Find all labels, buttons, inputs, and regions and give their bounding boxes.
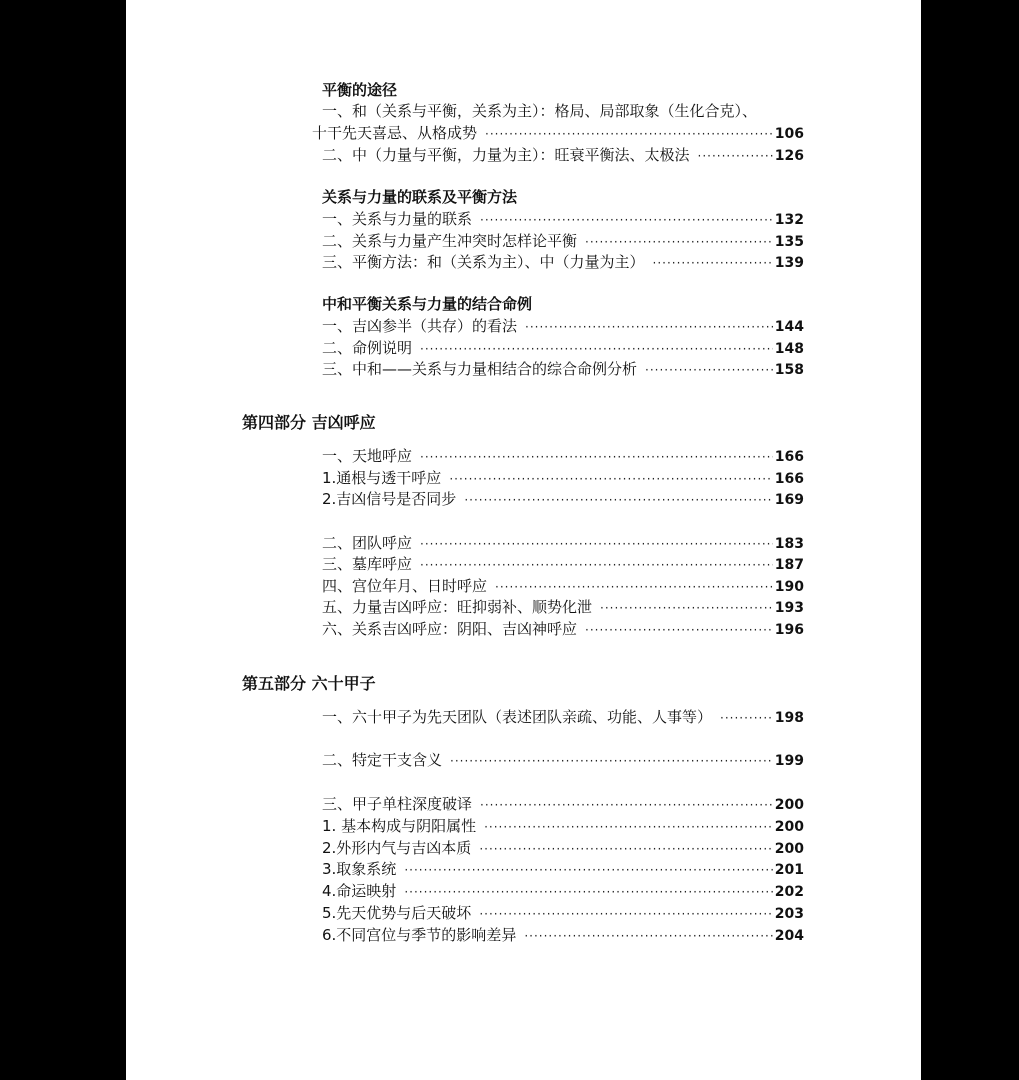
page-number: 126 (774, 148, 804, 164)
toc-entry[interactable] (322, 533, 804, 554)
toc-entry-text: 3.取象系统 (322, 860, 397, 878)
toc-entry[interactable] (322, 881, 804, 902)
page-number: 193 (774, 600, 804, 616)
toc-entry[interactable] (322, 145, 804, 166)
page-number: 135 (774, 234, 804, 250)
toc-entry-text: 三、墓库呼应 (322, 555, 413, 573)
toc-entry[interactable] (322, 794, 804, 815)
toc-entry-text: 1.通根与透干呼应 (322, 469, 442, 487)
page-number: 190 (774, 579, 804, 595)
toc-entry-text: 十干先天喜忌、从格成势 (312, 124, 478, 142)
leader-dots (420, 555, 773, 575)
leader-dots (450, 751, 773, 771)
page-number: 144 (774, 319, 804, 335)
toc-entry[interactable] (322, 925, 804, 946)
leader-dots (525, 317, 773, 337)
page-number: 187 (774, 557, 804, 573)
page-number: 200 (774, 841, 804, 857)
toc-entry[interactable] (322, 554, 804, 575)
page-number: 158 (774, 362, 804, 378)
toc-entry-text: 2.外形内气与吉凶本质 (322, 839, 472, 857)
leader-dots (645, 360, 773, 380)
toc-entry[interactable] (322, 750, 804, 771)
page-number: 200 (774, 797, 804, 813)
leader-dots (495, 577, 773, 597)
leader-dots (653, 253, 773, 273)
page-number: 166 (774, 471, 804, 487)
page-number: 203 (774, 906, 804, 922)
toc-entry[interactable] (322, 816, 804, 837)
leader-dots (524, 926, 772, 946)
toc-entry[interactable] (312, 123, 804, 144)
toc-entry-text: 三、平衡方法：和（关系为主）、中（力量为主） (322, 253, 645, 271)
leader-dots (449, 469, 772, 489)
leader-dots (585, 620, 773, 640)
section-heading-harmony-examples: 中和平衡关系与力量的结合命例 (322, 295, 533, 313)
section-heading-relation-force: 关系与力量的联系及平衡方法 (322, 188, 518, 206)
toc-entry[interactable] (322, 489, 804, 510)
leader-dots (600, 598, 773, 618)
toc-entry[interactable] (322, 359, 804, 380)
toc-entry-text: 四、宫位年月、日时呼应 (322, 577, 488, 595)
toc-entry[interactable] (322, 338, 804, 359)
toc-entry[interactable] (322, 707, 804, 728)
toc-entry[interactable] (322, 231, 804, 252)
leader-dots (420, 447, 773, 467)
document-page (126, 0, 921, 1080)
leader-dots (404, 882, 772, 902)
toc-entry-text: 二、命例说明 (322, 339, 413, 357)
toc-entry-text: 一、吉凶参半（共存）的看法 (322, 317, 518, 335)
leader-dots (404, 860, 772, 880)
page-number: 204 (774, 928, 804, 944)
toc-entry-text: 三、甲子单柱深度破译 (322, 795, 473, 813)
leader-dots (420, 339, 773, 359)
leader-dots (484, 817, 773, 837)
page-number: 183 (774, 536, 804, 552)
toc-entry-text: 二、中（力量与平衡，力量为主）：旺衰平衡法、太极法 (322, 146, 690, 164)
leader-dots (420, 534, 773, 554)
toc-entry[interactable] (322, 859, 804, 880)
page-number: 201 (774, 862, 804, 878)
part-title-4: 第四部分 吉凶呼应 (242, 413, 376, 432)
page-number: 169 (774, 492, 804, 508)
toc-entry-text: 二、特定干支含义 (322, 751, 443, 769)
toc-entry-text: 二、关系与力量产生冲突时怎样论平衡 (322, 232, 578, 250)
page-number: 148 (774, 341, 804, 357)
toc-entry-text: 一、和（关系与平衡，关系为主）：格局、局部取象（生化合克）、 (322, 102, 758, 120)
toc-entry-text: 2.吉凶信号是否同步 (322, 490, 457, 508)
toc-entry-text: 六、关系吉凶呼应：阴阳、吉凶神呼应 (322, 620, 578, 638)
toc-entry[interactable] (322, 597, 804, 618)
leader-dots (698, 146, 773, 166)
toc-entry-text: 一、天地呼应 (322, 447, 413, 465)
toc-entry[interactable] (322, 468, 804, 489)
page-number: 106 (774, 126, 804, 142)
leader-dots (479, 839, 772, 859)
leader-dots (479, 904, 772, 924)
leader-dots (480, 795, 773, 815)
section-heading-balance-path: 平衡的途径 (322, 81, 398, 99)
toc-entry-text: 6.不同宫位与季节的影响差异 (322, 926, 517, 944)
page-number: 200 (774, 819, 804, 835)
toc-entry-text: 一、关系与力量的联系 (322, 210, 473, 228)
toc-entry[interactable] (322, 619, 804, 640)
toc-entry-text: 二、团队呼应 (322, 534, 413, 552)
toc-entry-text: 5.先天优势与后天破坏 (322, 904, 472, 922)
toc-entry[interactable] (322, 903, 804, 924)
toc-entry[interactable] (322, 576, 804, 597)
toc-entry[interactable] (322, 446, 804, 467)
toc-entry[interactable] (322, 316, 804, 337)
page-number: 202 (774, 884, 804, 900)
page-number: 166 (774, 449, 804, 465)
leader-dots (480, 210, 773, 230)
page-number: 196 (774, 622, 804, 638)
leader-dots (720, 708, 773, 728)
page-number: 132 (774, 212, 804, 228)
toc-entry-text: 五、力量吉凶呼应：旺抑弱补、顺势化泄 (322, 598, 593, 616)
leader-dots (464, 490, 772, 510)
toc-entry-text: 三、中和——关系与力量相结合的综合命例分析 (322, 360, 638, 378)
toc-entry-text: 一、六十甲子为先天团队（表述团队亲疏、功能、人事等） (322, 708, 713, 726)
part-title-5: 第五部分 六十甲子 (242, 674, 376, 693)
toc-entry[interactable] (322, 209, 804, 230)
page-number: 199 (774, 753, 804, 769)
leader-dots (585, 232, 773, 252)
toc-entry-text: 4.命运映射 (322, 882, 397, 900)
toc-entry-text: 1. 基本构成与阴阳属性 (322, 817, 477, 835)
page-number: 139 (774, 255, 804, 271)
page-number: 198 (774, 710, 804, 726)
leader-dots (485, 124, 773, 144)
toc-entry[interactable] (322, 252, 804, 273)
toc-entry[interactable] (322, 838, 804, 859)
